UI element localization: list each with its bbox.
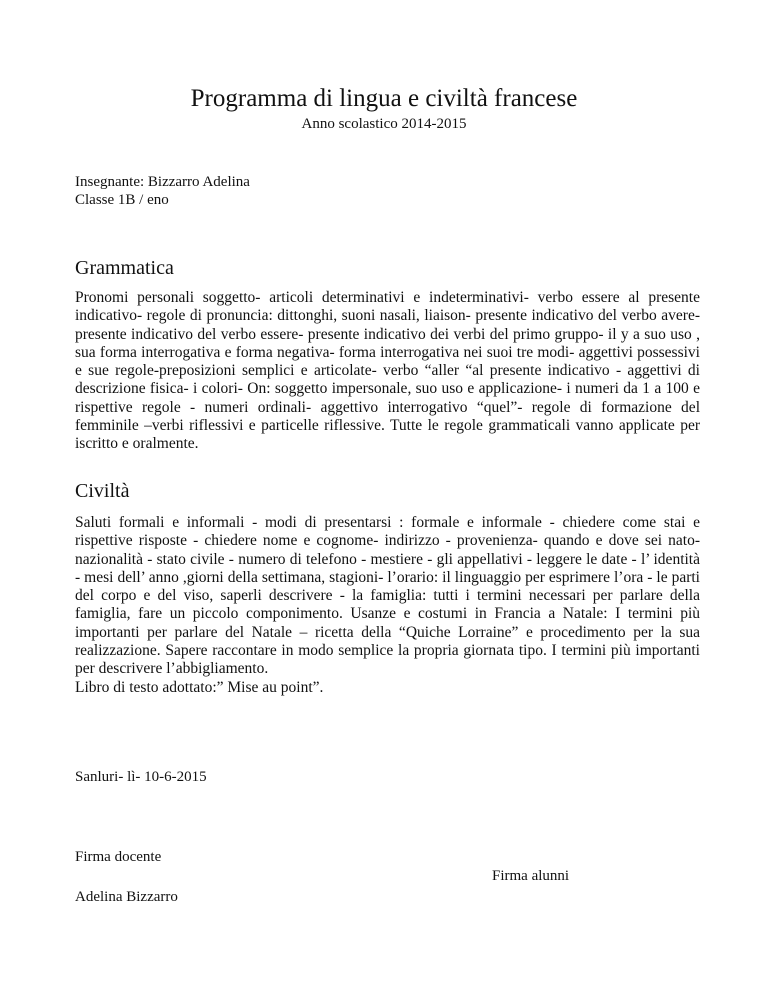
section-heading-civilta: Civiltà (75, 480, 130, 502)
document-title: Programma di lingua e civiltà francese (190, 85, 578, 112)
header-info (75, 173, 250, 209)
school-year: Anno scolastico 2014-2015 (301, 116, 467, 132)
teacher-name: Adelina Bizzarro (75, 889, 178, 905)
class-line: Classe 1B / eno (75, 192, 169, 208)
place-date: Sanluri- lì- 10-6-2015 (75, 769, 207, 785)
textbook-line: Libro di testo adottato:” Mise au point”. (75, 678, 324, 696)
section-body-civilta (75, 514, 700, 697)
section-body-grammatica: Pronomi personali soggetto- articoli determinativi e indeterminativi- verbo essere al presente indicativo- regole di pronuncia: dittonghi, suoni nasali, liaison- presente indicativo del verbo avere- presente indicativo del verbo essere- presente indicativo dei verbi del primo gruppo- il y a suo uso , sua forma interrogativa e forma negativa- forma interrogativa nei suoi tre modi- aggettivi possessivi e sue regole-preposizioni semplici e articolate- verbo “aller “al presente indicativo - aggettivi di descrizione fisica- i colori- On: soggetto impersonale, suo uso e applicazione- i numeri da 1 a 100 e rispettive regole - numeri ordinali- aggettivo interrogativo “quel”- regole di formazione del femminile –verbi riflessivi e particelle riflessive. Tutte le regole grammaticali vanno applicate per iscritto e oralmente. (75, 289, 700, 453)
teacher-line: Insegnante: Bizzarro Adelina (75, 174, 250, 190)
students-signature-label: Firma alunni (492, 868, 570, 884)
civilta-text: Saluti formali e informali - modi di presentarsi : formale e informale - chiedere come stai e rispettive risposte - chiedere nome e cognome- indirizzo - provenienza- quando e dove sei nato- nazionalità - stato civile - numero di telefono - mestiere - gli appellativi - leggere le date - l’ identità - mesi dell’ anno ,giorni della settimana, stagioni- l’orario: il linguaggio per esprimere l’ora - le parti del corpo e del viso, saperli descrivere - la famiglia: tutti i termini necessari per parlare della famiglia, fare un piccolo componimento. Usanze e costumi in Francia a Natale: I termini più importanti per parlare del Natale – ricetta della “Quiche Lorraine” e procedimento per la sua realizzazione. Sapere raccontare in modo semplice la propria giornata tipo. I termini più importanti per descrivere l’abbigliamento. (75, 514, 700, 678)
section-heading-grammatica: Grammatica (75, 257, 174, 279)
teacher-signature-label: Firma docente (75, 849, 162, 865)
